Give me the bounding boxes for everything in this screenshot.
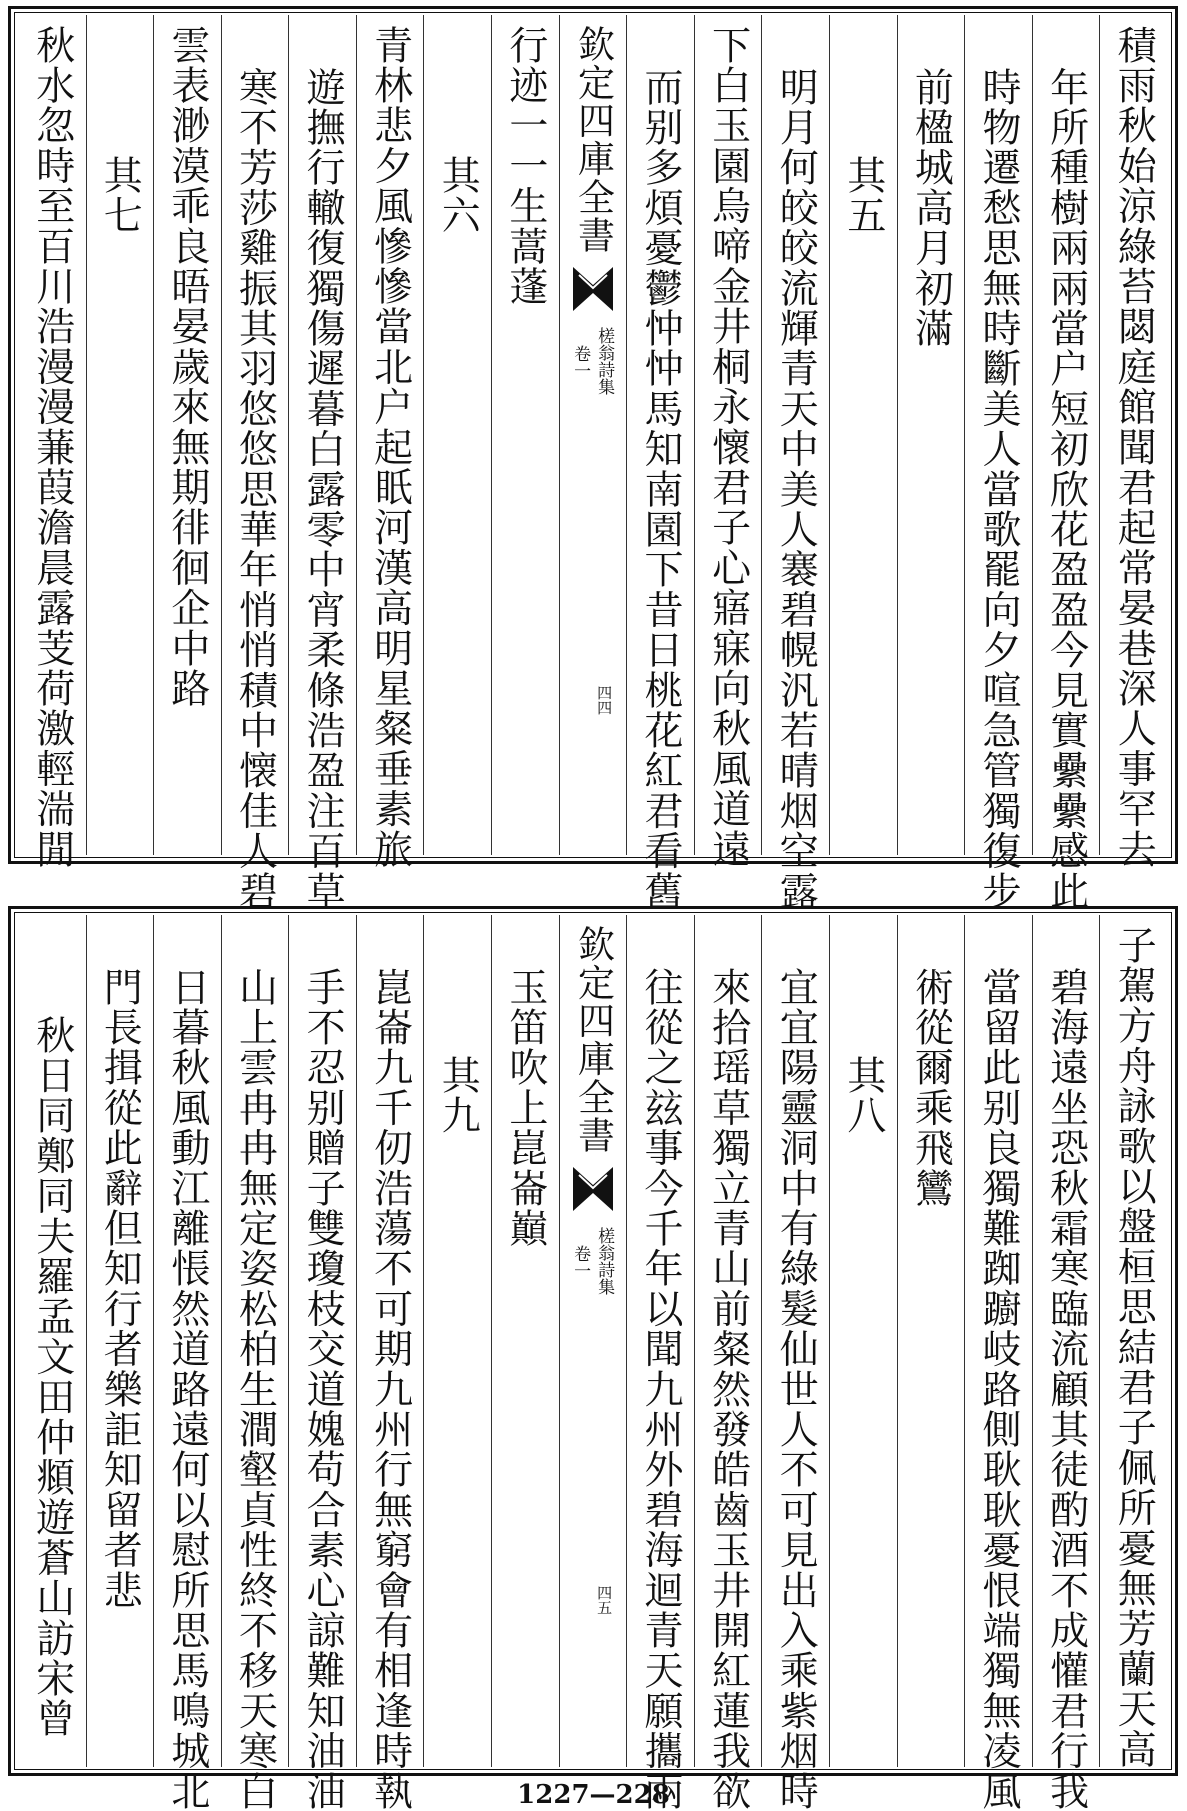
text-column: [221, 915, 289, 1811]
column-text: 遊撫行轍復獨傷遲暮白露零中宵柔條浩盈注百草: [300, 67, 346, 912]
column-text: 術從爾乘飛鸞: [908, 967, 954, 1209]
column-text: 山上雲冉冉無定姿松柏生澗壑貞性終不移天寒白: [232, 967, 278, 1811]
text-column: [1099, 15, 1167, 870]
text-column: [897, 915, 965, 1767]
column-text: 來拾瑶草獨立青山前粲然發皓齒玉井開紅蓮我欲: [705, 967, 751, 1811]
section-heading-column: [86, 15, 154, 855]
text-column: [19, 915, 86, 1767]
section-heading-column: [829, 915, 897, 1767]
text-column: [626, 915, 694, 1811]
column-text: 崑崙九千仞浩蕩不可期九州行無窮會有相逢時執: [367, 967, 413, 1811]
text-column: [964, 15, 1032, 912]
collection-title: 欽定四庫全書: [571, 25, 615, 255]
text-column: [221, 15, 289, 912]
collection-title: 欽定四庫全書: [571, 925, 615, 1155]
column-text: 青林悲夕風慘慘當北户起眂河漢高明星粲垂素旅: [367, 25, 413, 870]
work-title: 槎翁詩集: [594, 327, 615, 395]
section-heading: 其九: [435, 1055, 481, 1136]
section-heading: 其五: [840, 155, 886, 236]
text-column: [1032, 15, 1100, 912]
column-text: 而别多煩憂鬱忡忡馬知南園下昔日桃花紅君看舊: [638, 67, 684, 912]
text-column: [897, 15, 965, 855]
text-column: [694, 15, 762, 870]
column-text: 時物遷愁思無時斷美人當歌罷向夕喧急管獨復步: [976, 67, 1022, 912]
section-heading: 其八: [840, 1055, 886, 1136]
column-text: 下白玉園烏啼金井桐永懷君子心寤寐向秋風道遠: [705, 25, 751, 870]
text-column: [761, 915, 829, 1811]
text-column: [1032, 915, 1100, 1811]
column-text: 明月何皎皎流輝青天中美人褰碧幌汎若晴烟空露: [773, 67, 819, 912]
section-heading: 其六: [435, 155, 481, 236]
section-heading-column: [423, 15, 491, 855]
section-heading-column: [829, 15, 897, 855]
page-number: 四五: [595, 1585, 614, 1615]
section-heading-column: [423, 915, 491, 1767]
text-column: [19, 15, 86, 870]
volume-label: 卷一: [570, 1245, 591, 1279]
text-column: [1099, 915, 1167, 1770]
column-text: 門長揖從此辭但知行者樂詎知留者悲: [97, 967, 143, 1611]
column-text: 宜宜陽靈洞中有綠髮仙世人不可見出入乘紫烟時: [773, 967, 819, 1811]
scan-page-number: 1227—228: [517, 1780, 670, 1810]
text-column: [288, 915, 356, 1811]
text-column: [626, 15, 694, 912]
text-column: [153, 915, 221, 1811]
text-column: [356, 15, 424, 870]
column-text: 手不忍别贈子雙瓊枝交道媿苟合素心諒難知油油: [300, 967, 346, 1811]
column-text: 秋水忽時至百川浩漫漫蒹葭澹晨露芰荷激輕湍閒: [29, 25, 75, 870]
section-heading: 其七: [97, 155, 143, 236]
text-column: [491, 15, 559, 855]
volume-label: 卷一: [570, 345, 591, 379]
work-title: 槎翁詩集: [594, 1227, 615, 1295]
text-column: [86, 915, 154, 1767]
column-text: 年所種樹兩兩當户短初欣花盈盈今見實纍纍感此: [1043, 67, 1089, 912]
column-text: 玉笛吹上崑崙巔: [502, 967, 548, 1249]
text-column: [761, 15, 829, 912]
column-text: 前楹城高月初滿: [908, 67, 954, 349]
column-text: 當留此别良獨難踟躕岐路側耿耿憂恨端獨無凌風: [976, 967, 1022, 1811]
text-column: [964, 915, 1032, 1811]
text-column: [356, 915, 424, 1811]
fish-tail-mark-icon: [571, 265, 615, 313]
column-text: 寒不芳莎雞振其羽悠悠思華年悄悄積中懐佳人碧: [232, 67, 278, 912]
text-column: [491, 915, 559, 1767]
column-text: 碧海遠坐恐秋霜寒臨流顧其徒酌酒不成懽君行我: [1043, 967, 1089, 1811]
page-number: 四四: [595, 685, 614, 715]
column-text: 秋日同鄭同夫羅孟文田仲頫遊蒼山訪宋曾: [29, 1015, 75, 1739]
text-column: [288, 15, 356, 912]
column-text: 子駕方舟詠歌以盤桓思結君子佩所憂無芳蘭天高: [1111, 925, 1157, 1770]
column-text: 日暮秋風動江離悵然道路遠何以慰所思馬鳴城北: [164, 967, 210, 1811]
column-text: 行迹一一生蒿蓬: [502, 25, 548, 307]
text-column: [694, 915, 762, 1811]
center-banner: [559, 15, 627, 855]
text-column: [153, 15, 221, 855]
fish-tail-mark-icon: [571, 1165, 615, 1213]
column-text: 往從之玆事今千年以聞九州外碧海迴青天願攜兩: [638, 967, 684, 1811]
page-panel-top: [8, 6, 1178, 912]
center-banner: [559, 915, 627, 1767]
column-text: 雲表渺漠乖良晤晏歲來無期徘徊企中路: [164, 25, 210, 709]
column-text: 積雨秋始涼綠苔閟庭館聞君起常晏巷深人事罕去: [1111, 25, 1157, 870]
